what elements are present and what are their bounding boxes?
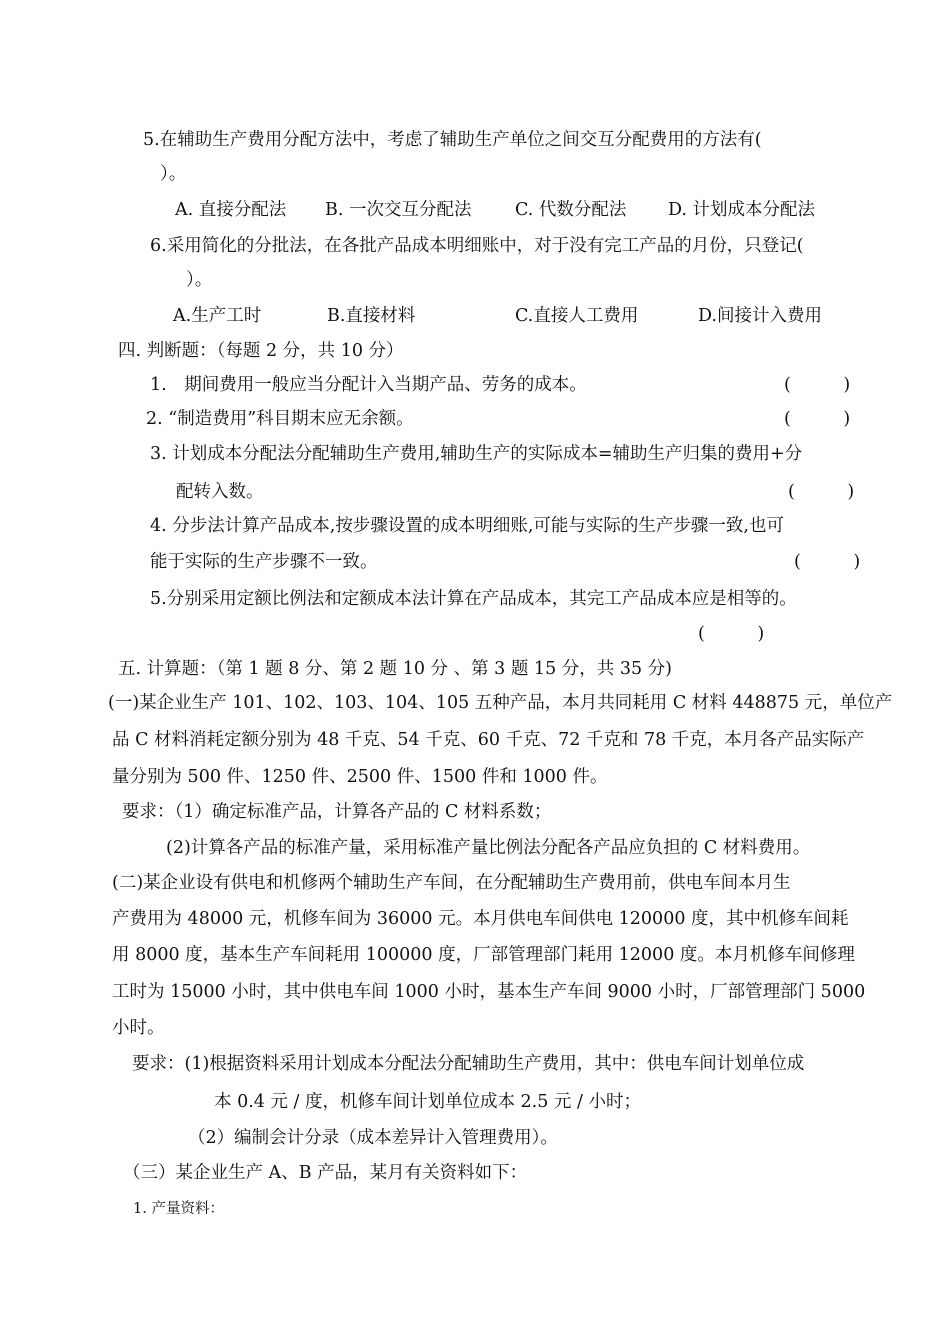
calc-p2-requirement-1: 要求：(1)根据资料采用计划成本分配法分配辅助生产费用，其中：供电车间计划单位成: [132, 1054, 805, 1074]
calc-p2-requirement-1-cont: 本 0.4 元 / 度，机修车间计划单位成本 2.5 元 / 小时；: [214, 1092, 641, 1112]
tf-q4-line1: 4. 分步法计算产品成本,按步骤设置的成本明细账,可能与实际的生产步骤一致,也可: [150, 516, 784, 536]
mc-q5-option-d: D. 计划成本分配法: [668, 200, 816, 220]
mc-q6-stem-cont: ）。: [186, 270, 213, 290]
tf-q1: 1. 期间费用一般应当分配计入当期产品、劳务的成本。: [150, 375, 587, 395]
calc-p1-line2: 品 C 材料消耗定额分别为 48 千克、54 千克、60 千克、72 千克和 78 千克，本月各产品实际产: [112, 730, 865, 750]
calc-p1-requirement-1: 要求：（1）确定标准产品，计算各产品的 C 材料系数；: [122, 802, 552, 822]
mc-q5-option-c: C. 代数分配法: [515, 200, 627, 220]
tf-q3-line1: 3. 计划成本分配法分配辅助生产费用,辅助生产的实际成本=辅助生产归集的费用+分: [150, 444, 803, 464]
tf-heading: 四. 判断题：（每题 2 分，共 10 分）: [118, 341, 404, 361]
calc-p2-requirement-2: （2）编制会计分录（成本差异计入管理费用）。: [188, 1128, 558, 1148]
tf-q5: 5.分别采用定额比例法和定额成本法计算在产品成本，其完工产品成本应是相等的。: [150, 589, 797, 609]
calc-p2-line5: 小时。: [112, 1018, 165, 1038]
calc-p2-line1: (二)某企业设有供电和机修两个辅助生产车间，在分配辅助生产费用前，供电车间本月生: [112, 873, 791, 893]
tf-q1-answer-bracket[interactable]: ( ): [784, 375, 851, 395]
calc-p3-item-1: 1. 产量资料：: [133, 1201, 224, 1217]
calc-p2-line3: 用 8000 度，基本生产车间耗用 100000 度，厂部管理部门耗用 12000 度。本月机修车间修理: [112, 945, 855, 965]
tf-q3-answer-bracket[interactable]: ( ): [788, 482, 855, 502]
tf-q2-answer-bracket[interactable]: ( ): [784, 409, 851, 429]
tf-q3-line2: 配转入数。: [176, 482, 264, 502]
calc-p3-intro: （三）某企业生产 A、B 产品，某月有关资料如下：: [123, 1163, 528, 1183]
mc-q6-option-a: A.生产工时: [173, 306, 262, 326]
mc-q5-option-b: B. 一次交互分配法: [325, 200, 472, 220]
calc-p1-line3: 量分别为 500 件、1250 件、2500 件、1500 件和 1000 件。: [112, 767, 608, 787]
mc-q5-stem: 5.在辅助生产费用分配方法中，考虑了辅助生产单位之间交互分配费用的方法有(: [143, 130, 762, 150]
mc-q5-stem-cont: ）。: [160, 164, 187, 184]
calc-p1-line1: (一)某企业生产 101、102、103、104、105 五种产品，本月共同耗用 C 材料 448875 元，单位产: [108, 693, 893, 713]
calc-p2-line4: 工时为 15000 小时，其中供电车间 1000 小时，基本生产车间 9000 小时，厂部管理部门 5000: [112, 982, 866, 1002]
mc-q5-option-a: A. 直接分配法: [175, 200, 287, 220]
calc-heading: 五. 计算题：（第 1 题 8 分、第 2 题 10 分 、第 3 题 15 分，共 35 分): [118, 659, 672, 679]
tf-q2: 2. “制造费用”科目期末应无余额。: [146, 409, 414, 429]
mc-q6-stem: 6.采用简化的分批法，在各批产品成本明细账中，对于没有完工产品的月份，只登记(: [150, 236, 804, 256]
calc-p1-requirement-2: (2)计算各产品的标准产量，采用标准产量比例法分配各产品应负担的 C 材料费用。: [166, 838, 811, 858]
calc-p2-line2: 产费用为 48000 元，机修车间为 36000 元。本月供电车间供电 120000 度，其中机修车间耗: [112, 909, 849, 929]
mc-q6-option-c: C.直接人工费用: [515, 306, 639, 326]
tf-q4-answer-bracket[interactable]: ( ): [794, 552, 861, 572]
mc-q6-option-d: D.间接计入费用: [698, 306, 822, 326]
tf-q4-line2: 能于实际的生产步骤不一致。: [150, 552, 378, 572]
tf-q5-answer-bracket[interactable]: ( ): [698, 624, 765, 644]
mc-q6-option-b: B.直接材料: [327, 306, 416, 326]
